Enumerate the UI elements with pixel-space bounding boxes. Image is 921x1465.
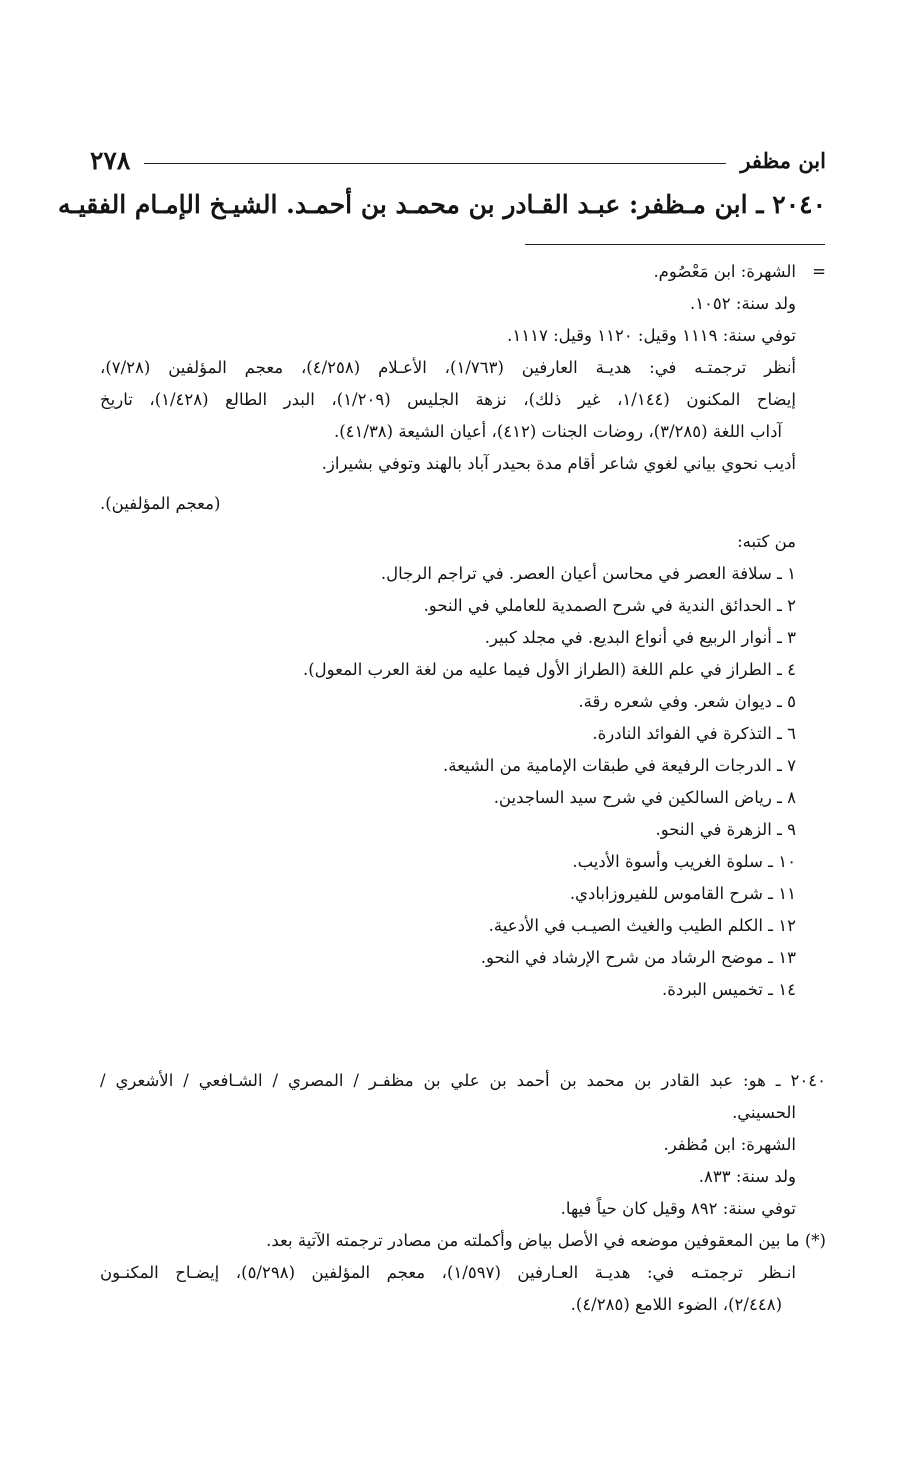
refs2-line-1: انـظر ترجمتـه في: هديـة العـارفين (١/٥٩٧)، معجم المؤلفين (٥/٢٩٨)، إيضـاح المكنـون: [100, 1263, 796, 1282]
work-item: ٤ ـ الطراز في علم اللغة (الطراز الأول فيما عليه من لغة العرب المعول).: [302, 660, 796, 679]
entry-heading: ٢٠٤٠ ـ ابن مـظفر: عبـد القـادر بن محمـد بن أحمـد. الشيـخ الإمـام الفقيـه: [58, 190, 826, 219]
footnote-second: [100, 1065, 826, 1321]
running-title: ابن مظفر: [740, 147, 826, 173]
died-line-2: توفي سنة: ٨٩٢ وقيل كان حياً فيها.: [560, 1199, 796, 1218]
work-item: ٢ ـ الحدائق الندية في شرح الصمدية للعاملي في النحو.: [423, 596, 796, 615]
work-item: ١٤ ـ تخميس البردة.: [661, 980, 796, 999]
identity-line-2: الحسيني.: [732, 1103, 796, 1122]
running-header: [90, 143, 826, 177]
work-item: ٥ ـ ديوان شعر. وفي شعره رقة.: [578, 692, 796, 711]
work-item: ١٠ ـ سلوة الغريب وأسوة الأديب.: [572, 852, 796, 871]
refs-line-3: آداب اللغة (٣/٢٨٥)، روضات الجنات (٤١٢)، أعيان الشيعة (٤١/٣٨).: [333, 422, 782, 441]
fame-text: الشهرة: ابن مَعْصُوم.: [653, 262, 796, 281]
refs-line-2: إيضاح المكنون (١/١٤٤، غير ذلك)، نزهة الجليس (١/٢٠٩)، البدر الطالع (١/٤٢٨)، تاريخ: [100, 390, 796, 409]
header-rule: [144, 163, 726, 164]
work-item: ٨ ـ رياض السالكين في شرح سيد الساجدين.: [493, 788, 796, 807]
footnote-first: [100, 256, 826, 1006]
died-line: توفي سنة: ١١١٩ وقيل: ١١٢٠ وقيل: ١١١٧.: [507, 326, 796, 345]
work-item: ١ ـ سلافة العصر في محاسن أعيان العصر. في تراجم الرجال.: [380, 564, 796, 583]
work-item: ٦ ـ التذكرة في الفوائد النادرة.: [592, 724, 796, 743]
refs-line-1: أنظر ترجمتـه في: هديـة العارفين (١/٧٦٣)، الأعـلام (٤/٢٥٨)، معجم المؤلفين (٧/٢٨)،: [100, 358, 796, 377]
work-item: ١١ ـ شرح القاموس للفيروزابادي.: [569, 884, 796, 903]
source-note: (معجم المؤلفين).: [100, 494, 221, 513]
editor-star-note: (*) ما بين المعقوفين موضعه في الأصل بياض وأكملته من مصادر ترجمته الآتية بعد.: [266, 1231, 826, 1250]
footnote-separator: [525, 244, 825, 245]
fame-line: [100, 256, 826, 288]
works-heading: من كتبه:: [737, 532, 796, 551]
work-item: ٩ ـ الزهرة في النحو.: [655, 820, 796, 839]
refs2-line-2: (٢/٤٤٨)، الضوء اللامع (٤/٢٨٥).: [570, 1295, 782, 1314]
identity-line-1: ٢٠٤٠ ـ هو: عبد القادر بن محمد بن أحمد بن علي بن مظفـر / المصري / الشـافعي / الأشعري /: [100, 1071, 826, 1090]
fame-line-2: الشهرة: ابن مُظفر.: [663, 1135, 796, 1154]
work-item: ١٣ ـ موضح الرشاد من شرح الإرشاد في النحو.: [480, 948, 796, 967]
description-line: أديب نحوي بياني لغوي شاعر أقام مدة بحيدر آباد بالهند وتوفي بشيراز.: [321, 454, 796, 473]
page-number: ٢٧٨: [90, 145, 131, 175]
continuation-marker: =: [812, 262, 826, 281]
work-item: ٧ ـ الدرجات الرفيعة في طبقات الإمامية من الشيعة.: [443, 756, 796, 775]
work-item: ١٢ ـ الكلم الطيب والغيث الصيـب في الأدعية.: [488, 916, 796, 935]
work-item: ٣ ـ أنوار الربيع في أنواع البديع. في مجلد كبير.: [484, 628, 796, 647]
born-line-2: ولد سنة: ٨٣٣.: [698, 1167, 796, 1186]
born-line: ولد سنة: ١٠٥٢.: [689, 294, 796, 313]
